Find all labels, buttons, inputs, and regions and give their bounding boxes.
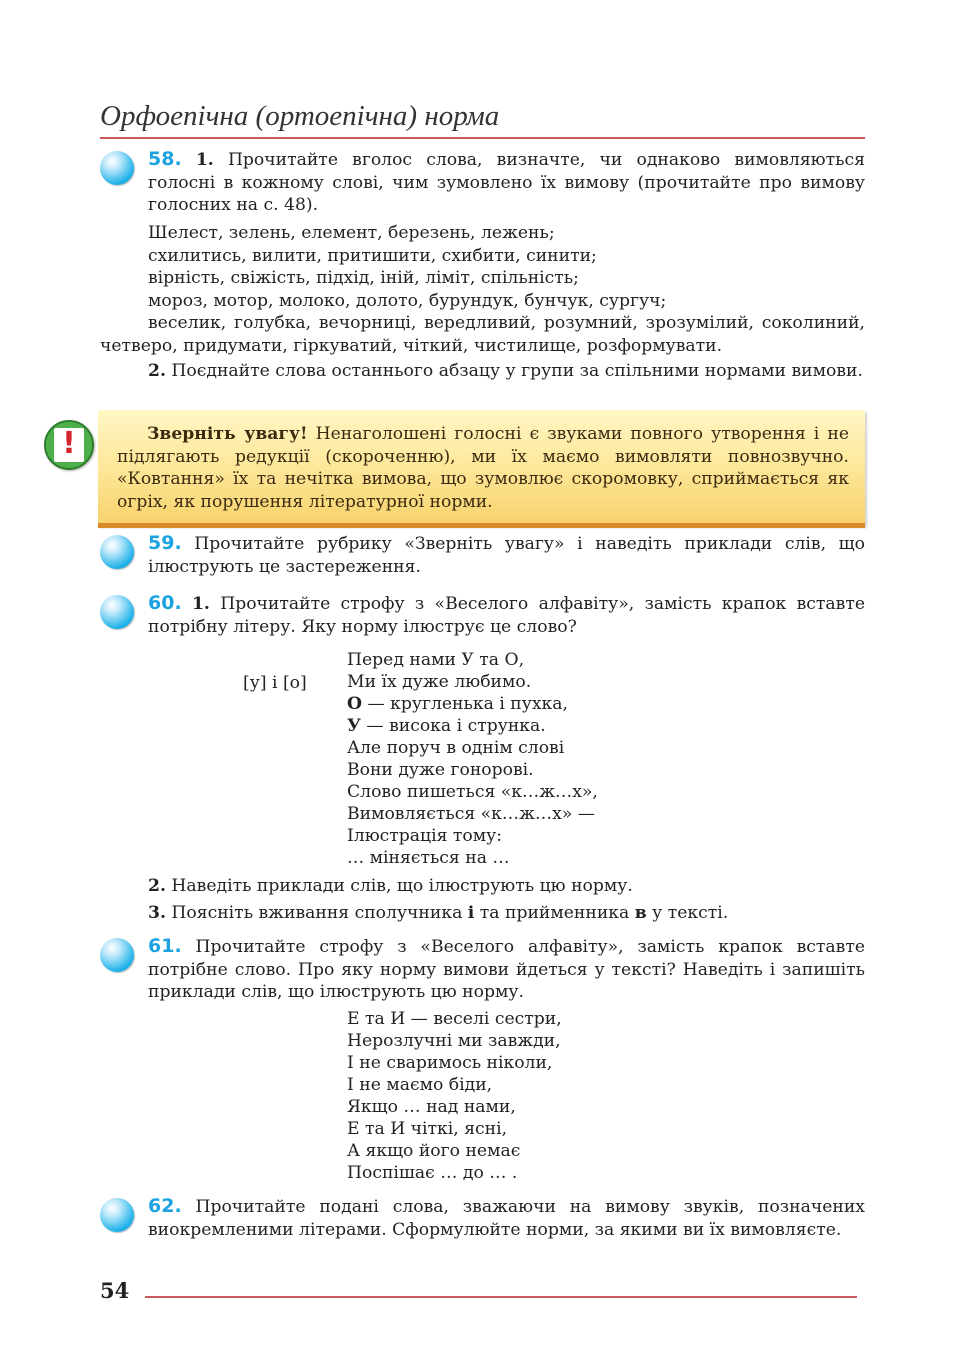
task-text: Прочитайте вголос слова, визначте, чи однаково вимовляються голосні в кожному слові, чим зумовлено їх вимову (прочитайте про вимову голосних на с. 48). [148,150,865,215]
footer-divider [145,1296,857,1298]
poem-line: Ми їх дуже любимо. [347,672,532,692]
bold-word: в [634,903,647,923]
exercise-marker-icon [100,595,134,629]
exclamation-icon: ! [44,420,94,470]
task-text: Прочитайте подані слова, зважаючи на вимову звуків, позначених виокремленими літерами. Сформулюйте норми, за якими ви їх вимовляєте. [148,1197,865,1240]
title-divider [100,137,865,139]
task-text: Наведіть приклади слів, що ілюструють цю норму. [171,876,633,896]
exercise-number: 60. [148,592,182,614]
poem-line: Е та И — веселі сестри, [347,1009,562,1029]
poem-line [347,715,598,737]
poem-line-text: — кругленька і пухка, [361,694,568,714]
poem-line: Нерозлучні ми завжди, [347,1031,561,1051]
phoneme-label: [у] і [о] [243,673,307,693]
word-list-line: вірність, свіжість, підхід, іній, ліміт, спільність; [148,268,579,288]
exercise-61 [148,935,865,1004]
word-list [148,222,865,312]
page-title: Орфоепічна (ортоепічна) норма [100,100,500,132]
task-number: 1. [195,150,214,170]
page-number: 54 [100,1278,130,1303]
exercise-marker-icon [100,535,134,569]
exercise-60-task-2 [148,875,865,898]
task-number: 2. [148,361,166,381]
poem-bold-letter: О [347,694,362,714]
poem-line: … міняється на … [347,848,510,868]
task-number: 2. [148,876,166,896]
exercise-marker-icon [100,151,134,185]
exercise-number: 62. [148,1195,182,1217]
callout-lead: Зверніть увагу! [147,424,308,444]
poem-line: Вони дуже гонорові. [347,760,534,780]
poem-line: Е та И чіткі, ясні, [347,1119,508,1139]
word-list-line: Шелест, зелень, елемент, березень, лежень; [148,223,555,243]
task-number: 3. [148,903,166,923]
callout-body: Ненаголошені голосні є звуками повного утворення і не підлягають редукції (скороченню), ми їх маємо вимовляти повнозвучно. «Ковтання» їх та нечітка вимова, що зумовлює скоромовку, сприймається як огріх, як порушення літературної норми. [117,424,849,512]
poem-line: А якщо його немає [347,1141,521,1161]
exercise-marker-icon [100,938,134,972]
poem-61 [347,1008,562,1184]
poem-line: Вимовляється «к…ж…х» — [347,804,595,824]
task-text: Поєднайте слова останнього абзацу у групи за спільними нормами вимови. [171,361,863,381]
exercise-60-task-1 [148,592,865,638]
exercise-number: 59. [148,532,182,554]
exercise-59 [148,532,865,578]
task-number: 1. [191,594,210,614]
poem-line-text: — висока і струнка. [360,716,546,736]
poem-line: Але поруч в однім слові [347,738,565,758]
exercise-60-task-3 [148,902,865,925]
task-text: Прочитайте рубрику «Зверніть увагу» і наведіть приклади слів, що ілюструють це застереження. [148,534,865,577]
exercise-number: 61. [148,935,182,957]
exercise-58-task-1 [148,148,865,217]
poem-bold-letter: У [347,716,361,736]
poem-line: Поспішає … до … . [347,1163,518,1183]
task-text: Прочитайте строфу з «Веселого алфавіту», замість крапок вставте потрібну літеру. Яку норму ілюструє це слово? [148,594,865,637]
exercise-number: 58. [148,148,182,170]
poem-line: Ілюстрація тому: [347,826,503,846]
poem-60 [347,649,598,869]
word-list-line: схилитись, вилити, притишити, схибити, синити; [148,245,597,266]
task-text: Прочитайте строфу з «Веселого алфавіту», замість крапок вставте потрібне слово. Про яку норму вимови йдеться у тексті? Наведіть і запишіть приклади слів, що ілюструють цю норму. [148,937,865,1002]
exercise-58-task-2 [100,360,865,383]
poem-line: І не маємо біди, [347,1075,493,1095]
poem-line [347,693,598,715]
poem-line: Якщо … над нами, [347,1097,516,1117]
exercise-62 [148,1195,865,1241]
poem-line: І не сваримось ніколи, [347,1053,553,1073]
task-text: Поясніть вживання сполучника [171,903,468,923]
poem-line: Слово пишеться «к…ж…х», [347,782,598,802]
callout-text [117,423,849,513]
bold-word: і [467,903,475,923]
word-list-paragraph: веселик, голубка, вечорниці, вередливий, розумний, зрозумілий, соколиний, четверо, придумати, гіркуватий, чіткий, чистилище, розформувати. [100,313,865,356]
exercise-marker-icon [100,1198,134,1232]
task-text: та прийменника [474,903,635,923]
task-text: у тексті. [646,903,729,923]
word-list-line: мороз, мотор, молоко, долото, бурундук, бунчук, сургуч; [148,290,667,311]
poem-line: Перед нами У та О, [347,650,525,670]
